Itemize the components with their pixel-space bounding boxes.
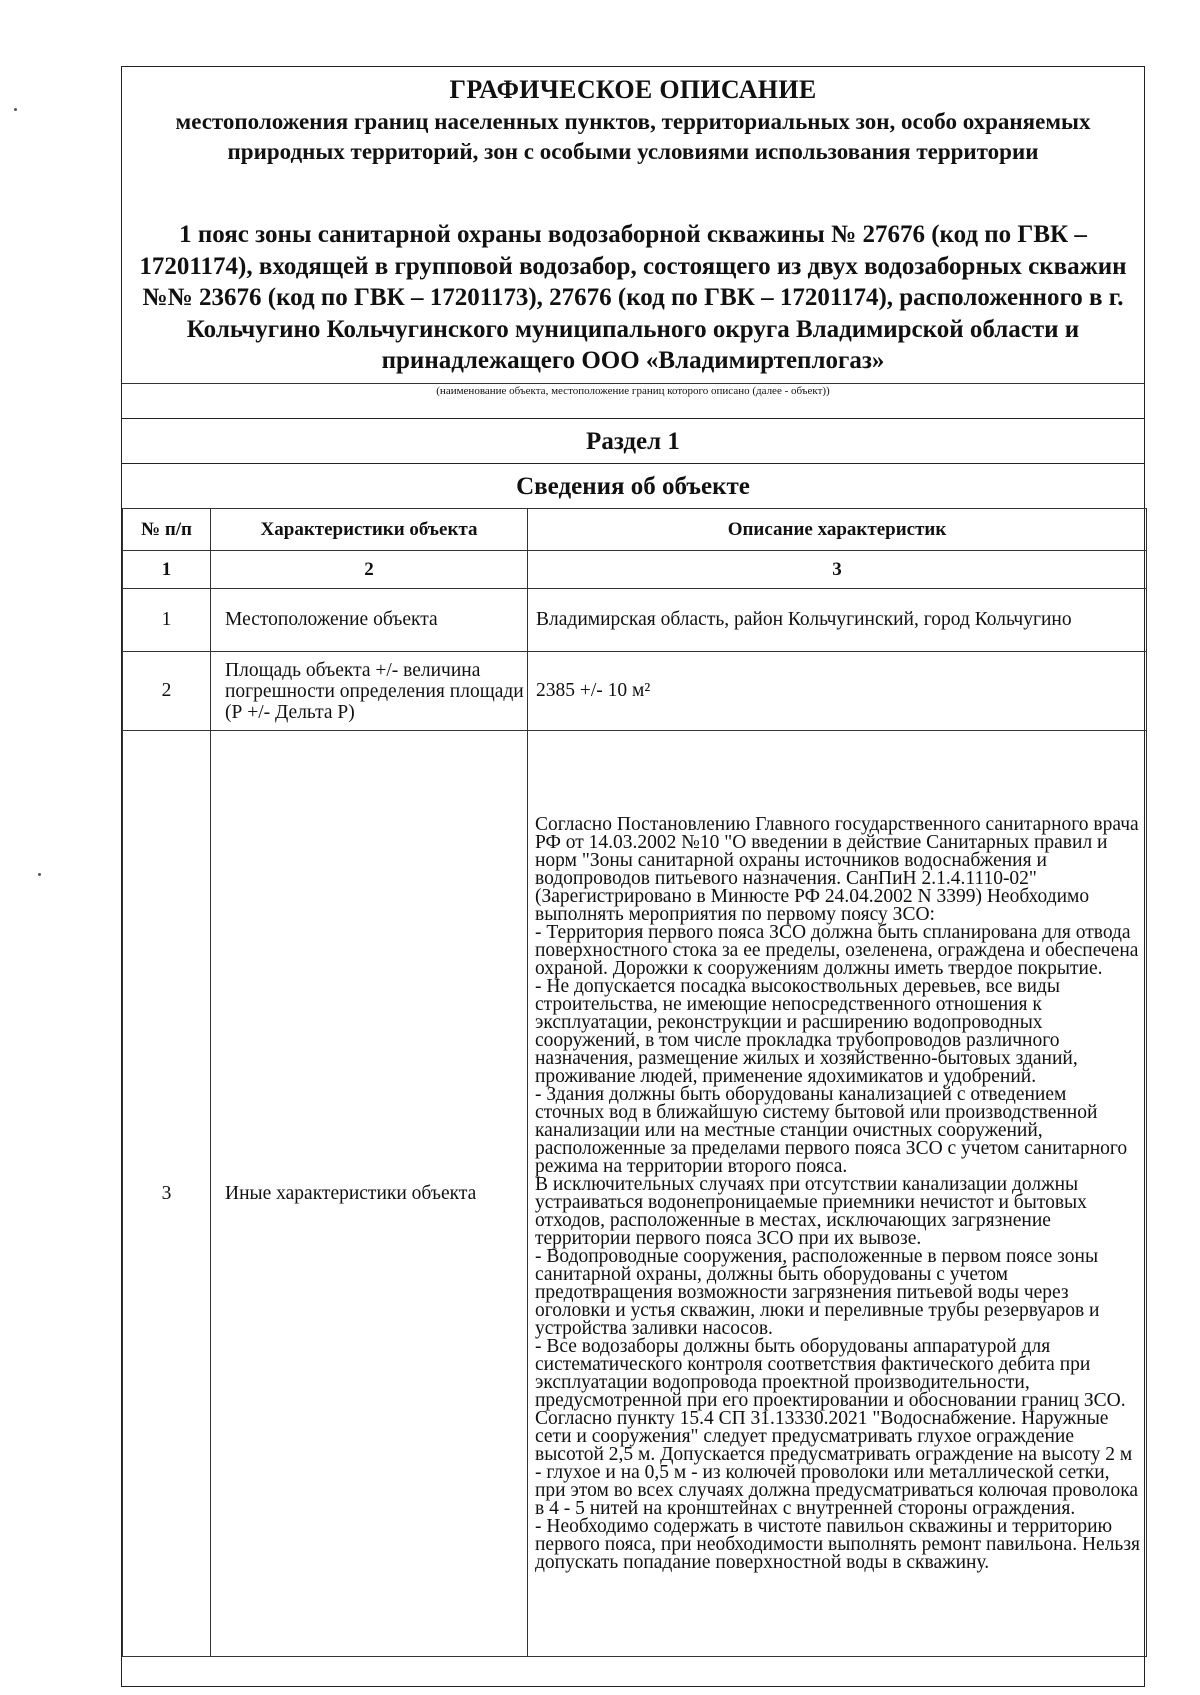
row-description: 2385 +/- 10 м² [528, 652, 1147, 731]
column-number-row [123, 551, 1147, 589]
document-subtitle: местоположения границ населенных пунктов, территориальных зон, особо охраняемых природных территорий, зон с особыми условиями использования территории [175, 109, 1091, 164]
document-frame [121, 66, 1145, 1687]
row-number: 2 [123, 652, 211, 731]
row-description: Согласно Постановлению Главного государственного санитарного врача РФ от 14.03.2002 №10 "О введении в действие Санитарных правил и норм "Зоны санитарной охраны источников водоснабжения и водопроводов питьевого назначения. СанПиН 2.1.4.1110-02" (Зарегистрировано в Минюсте РФ 24.04.2002 N 3399) Необходимо выполнять мероприятия по первому поясу ЗСО: - Территория первого пояса ЗСО должна быть спланирована для отвода поверхностного стока за ее пределы, озеленена, ограждена и обеспечена охраной. Дорожки к сооружениям должны иметь твердое покрытие. - Не допускается посадка высокоствольных деревьев, все виды строительства, не имеющие непосредственного отношения к эксплуатации, реконструкции и расширению водопроводных сооружений, в том числе прокладка трубопроводов различного назначения, размещение жилых и хозяйственно-бытовых зданий, проживание людей, применение ядохимикатов и удобрений. - Здания должны быть оборудованы канализацией с отведением сточных вод в ближайшую систему бытовой или производственной канализации или на местные станции очистных сооружений, расположенные за пределами первого пояса ЗСО с учетом санитарного режима на территории второго пояса. В исключительных случаях при отсутствии канализации должны устраиваться водонепроницаемые приемники нечистот и бытовых отходов, расположенные в местах, исключающих загрязнение территории первого пояса ЗСО при их вывозе. - Водопроводные сооружения, расположенные в первом поясе зоны санитарной охраны, должны быть оборудованы с учетом предотвращения возможности загрязнения питьевой воды через оголовки и устья скважин, люки и переливные трубы резервуаров и устройства заливки насосов. - Все водозаборы должны быть оборудованы аппаратурой для систематического контроля соответствия фактического дебита при эксплуатации водопровода проектной производительности, предусмотренной при его проектировании и обосновании границ ЗСО. Согласно пункту 15.4 СП 31.13330.2021 "Водоснабжение. Наружные сети и сооружения" следует предусматривать глухое ограждение высотой 2,5 м. Допускается предусматривать ограждение на высоту 2 м - глухое и на 0,5 м - из колючей проволоки или металлической сетки, при этом во всех случаях должна предусматриваться колючая проволока в 4 - 5 нитей на кронштейнах с внутренней стороны ограждения. - Необходимо содержать в чистоте павильон скважины и территорию первого пояса, при необходимости выполнять ремонт павильона. Нельзя допускать попадание поверхностной воды в скважину. [528, 731, 1147, 1657]
table-row [123, 731, 1147, 1657]
row-number: 3 [123, 731, 211, 1657]
row-characteristic: Иные характеристики объекта [211, 731, 528, 1657]
section-subtitle: Сведения об объекте [122, 463, 1144, 508]
column-number: 1 [123, 551, 211, 589]
object-info-table [122, 508, 1147, 1657]
column-number: 2 [211, 551, 528, 589]
scan-speck [14, 108, 17, 111]
object-caption: (наименование объекта, местоположение границ которого описано (далее - объект)) [122, 383, 1144, 419]
document-title: ГРАФИЧЕСКОЕ ОПИСАНИЕ [449, 75, 817, 104]
row-number: 1 [123, 589, 211, 652]
table-row [123, 652, 1147, 731]
section-title: Раздел 1 [122, 418, 1144, 463]
header-characteristic: Характеристики объекта [211, 509, 528, 551]
column-number: 3 [528, 551, 1147, 589]
row-characteristic: Площадь объекта +/- величина погрешности определения площади (Р +/- Дельта Р) [211, 652, 528, 731]
table-header-row [123, 509, 1147, 551]
table-row [123, 589, 1147, 652]
scan-speck [38, 873, 41, 876]
row-characteristic: Местоположение объекта [211, 589, 528, 652]
row-description: Владимирская область, район Кольчугинский, город Кольчугино [528, 589, 1147, 652]
document-header [122, 67, 1144, 383]
header-number: № п/п [123, 509, 211, 551]
header-description: Описание характеристик [528, 509, 1147, 551]
object-name: 1 пояс зоны санитарной охраны водозаборной скважины № 27676 (код по ГВК – 17201174), входящей в групповой водозабор, состоящего из двух водозаборных скважин №№ 23676 (код по ГВК – 17201173), 27676 (код по ГВК – 17201174), расположенного в г. Кольчугино Кольчугинского муниципального округа Владимирской области и принадлежащего ООО «Владимиртеплогаз» [139, 221, 1127, 374]
